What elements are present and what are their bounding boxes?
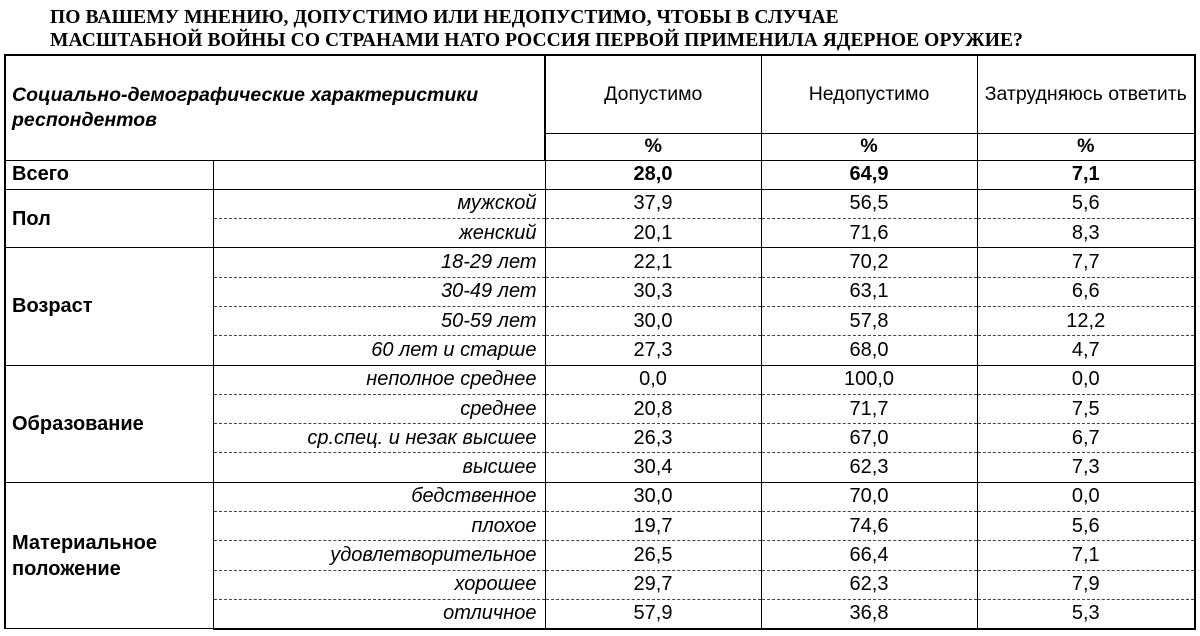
value-cell: 0,0 xyxy=(977,482,1195,511)
total-label: Всего xyxy=(5,160,213,189)
value-cell: 68,0 xyxy=(761,336,977,365)
title-line-2: МАСШТАБНОЙ ВОЙНЫ СО СТРАНАМИ НАТО РОССИЯ ПЕРВОЙ ПРИМЕНИЛА ЯДЕРНОЕ ОРУЖИЕ? xyxy=(50,30,1023,51)
table-row xyxy=(5,365,1195,394)
value-cell: 4,7 xyxy=(977,336,1195,365)
subgroup-label: неполное среднее xyxy=(213,365,545,394)
total-empty-cell xyxy=(213,160,545,189)
value-cell: 7,5 xyxy=(977,394,1195,423)
subgroup-label: среднее xyxy=(213,394,545,423)
subgroup-label: 30-49 лет xyxy=(213,277,545,306)
subgroup-label: 18-29 лет xyxy=(213,248,545,277)
unit-cell: % xyxy=(761,133,977,160)
unit-cell: % xyxy=(545,133,761,160)
value-cell: 30,0 xyxy=(545,482,761,511)
value-cell: 30,0 xyxy=(545,306,761,335)
value-cell: 5,6 xyxy=(977,512,1195,541)
value-cell: 70,0 xyxy=(761,482,977,511)
value-cell: 62,3 xyxy=(761,570,977,599)
table-row xyxy=(5,248,1195,277)
value-cell: 26,5 xyxy=(545,541,761,570)
row-header: Социально-демографические характеристики респондентов xyxy=(5,55,545,160)
subgroup-label: 60 лет и старше xyxy=(213,336,545,365)
value-cell: 8,3 xyxy=(977,219,1195,248)
subgroup-label: высшее xyxy=(213,453,545,482)
value-cell: 71,7 xyxy=(761,394,977,423)
value-cell: 7,7 xyxy=(977,248,1195,277)
subgroup-label: бедственное xyxy=(213,482,545,511)
subgroup-label: отличное xyxy=(213,599,545,628)
value-cell: 22,1 xyxy=(545,248,761,277)
value-cell: 7,1 xyxy=(977,541,1195,570)
total-value: 7,1 xyxy=(977,160,1195,189)
value-cell: 30,4 xyxy=(545,453,761,482)
value-cell: 67,0 xyxy=(761,424,977,453)
value-cell: 66,4 xyxy=(761,541,977,570)
value-cell: 29,7 xyxy=(545,570,761,599)
subgroup-label: мужской xyxy=(213,189,545,218)
subgroup-label: плохое xyxy=(213,512,545,541)
subgroup-label: удовлетворительное xyxy=(213,541,545,570)
value-cell: 27,3 xyxy=(545,336,761,365)
value-cell: 74,6 xyxy=(761,512,977,541)
group-label: Материальное положение xyxy=(5,482,213,628)
column-header-hard-to-say: Затрудняюсь ответить xyxy=(977,55,1195,133)
value-cell: 70,2 xyxy=(761,248,977,277)
value-cell: 7,3 xyxy=(977,453,1195,482)
value-cell: 20,8 xyxy=(545,394,761,423)
group-label: Образование xyxy=(5,365,213,482)
value-cell: 57,9 xyxy=(545,599,761,628)
table-row xyxy=(5,482,1195,511)
value-cell: 63,1 xyxy=(761,277,977,306)
table-row xyxy=(5,189,1195,218)
page-title xyxy=(50,6,1190,52)
column-header-not-allowed: Недопустимо xyxy=(761,55,977,133)
total-value: 64,9 xyxy=(761,160,977,189)
subgroup-label: женский xyxy=(213,219,545,248)
value-cell: 62,3 xyxy=(761,453,977,482)
total-value: 28,0 xyxy=(545,160,761,189)
group-label: Пол xyxy=(5,189,213,248)
value-cell: 6,7 xyxy=(977,424,1195,453)
group-label: Возраст xyxy=(5,248,213,365)
value-cell: 5,3 xyxy=(977,599,1195,628)
value-cell: 6,6 xyxy=(977,277,1195,306)
subgroup-label: хорошее xyxy=(213,570,545,599)
value-cell: 26,3 xyxy=(545,424,761,453)
unit-cell: % xyxy=(977,133,1195,160)
value-cell: 0,0 xyxy=(977,365,1195,394)
column-header-allowed: Допустимо xyxy=(545,55,761,133)
subgroup-label: ср.спец. и незак высшее xyxy=(213,424,545,453)
value-cell: 5,6 xyxy=(977,189,1195,218)
value-cell: 20,1 xyxy=(545,219,761,248)
value-cell: 37,9 xyxy=(545,189,761,218)
value-cell: 71,6 xyxy=(761,219,977,248)
value-cell: 7,9 xyxy=(977,570,1195,599)
table-row-total xyxy=(5,160,1195,189)
value-cell: 12,2 xyxy=(977,306,1195,335)
value-cell: 0,0 xyxy=(545,365,761,394)
value-cell: 19,7 xyxy=(545,512,761,541)
value-cell: 57,8 xyxy=(761,306,977,335)
subgroup-label: 50-59 лет xyxy=(213,306,545,335)
value-cell: 36,8 xyxy=(761,599,977,628)
title-line-1: ПО ВАШЕМУ МНЕНИЮ, ДОПУСТИМО ИЛИ НЕДОПУСТИМО, ЧТОБЫ В СЛУЧАЕ xyxy=(50,7,839,28)
value-cell: 100,0 xyxy=(761,365,977,394)
survey-table xyxy=(4,54,1196,630)
value-cell: 56,5 xyxy=(761,189,977,218)
value-cell: 30,3 xyxy=(545,277,761,306)
